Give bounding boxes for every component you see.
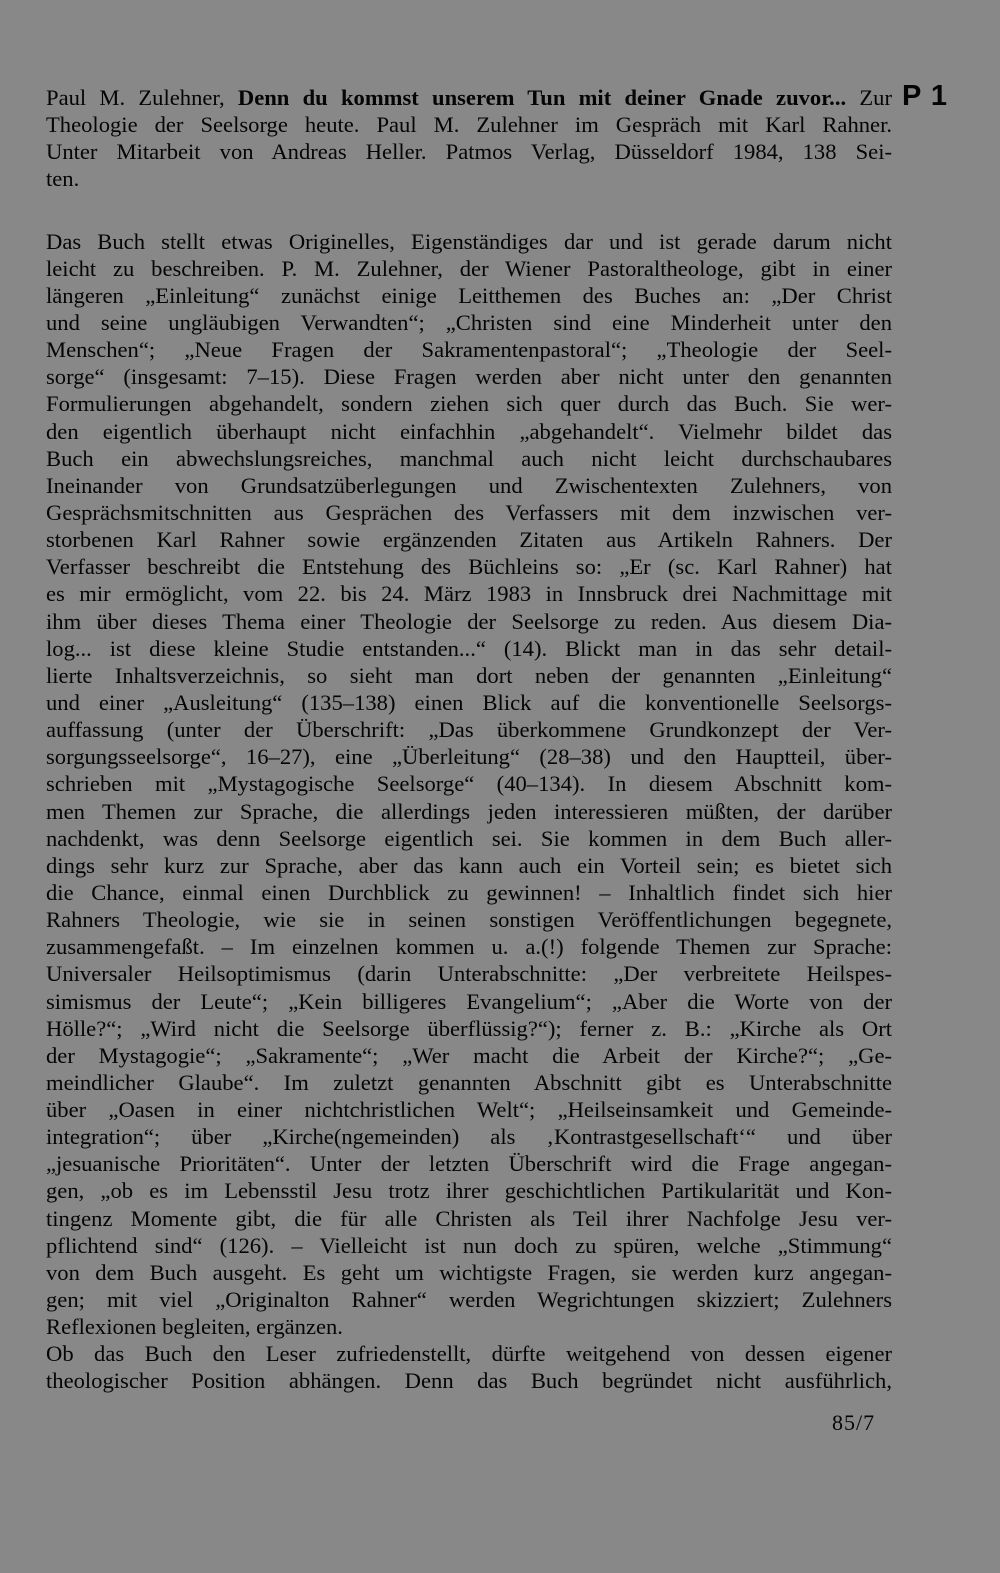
body-line: ihm über dieses Thema einer Theologie der Seelsorge zu reden. Aus diesem Dia-	[46, 608, 892, 634]
body-line: über „Oasen in einer nichtchristlichen Welt“; „Heilseinsamkeit und Gemeinde-	[46, 1097, 892, 1123]
body-line: „jesuanische Prioritäten“. Unter der letzten Überschrift wird die Frage angegan-	[46, 1151, 892, 1177]
body-line: theologischer Position abhängen. Denn das Buch begründet nicht ausführlich,	[46, 1368, 892, 1394]
body-line: Ob das Buch den Leser zufriedenstellt, dürfte weitgehend von dessen eigener	[46, 1341, 892, 1367]
body-line: Buch ein abwechslungsreiches, manchmal auch nicht leicht durchschaubares	[46, 445, 892, 471]
citation-line	[46, 84, 892, 111]
body-line: der Mystagogie“; „Sakramente“; „Wer macht die Arbeit der Kirche?“; „Ge-	[46, 1042, 892, 1068]
citation-line: Unter Mitarbeit von Andreas Heller. Patmos Verlag, Düsseldorf 1984, 138 Sei-	[46, 139, 892, 165]
body-line: log... ist diese kleine Studie entstanden...“ (14). Blickt man in das sehr detail-	[46, 635, 892, 661]
body-line: Ineinander von Grundsatzüberlegungen und Zwischentexten Zulehners, von	[46, 472, 892, 498]
citation-line: ten.	[46, 166, 80, 192]
body-line: sorge“ (insgesamt: 7–15). Diese Fragen werden aber nicht unter den genannten	[46, 364, 892, 390]
body-line: Reflexionen begleiten, ergänzen.	[46, 1314, 343, 1340]
body-line: men Themen zur Sprache, die allerdings jeden interessieren müßten, der darüber	[46, 798, 892, 824]
citation-line: Theologie der Seelsorge heute. Paul M. Zulehner im Gespräch mit Karl Rahner.	[46, 112, 892, 138]
body-line: zusammengefaßt. – Im einzelnen kommen u. a.(!) folgende Themen zur Sprache:	[46, 934, 892, 960]
body-line: nachdenkt, was denn Seelsorge eigentlich sei. Sie kommen in dem Buch aller-	[46, 825, 892, 851]
body-line: Universaler Heilsoptimismus (darin Unterabschnitte: „Der verbreitete Heilspes-	[46, 961, 892, 987]
section-code: P 1	[902, 80, 949, 112]
book-title: Denn du kommst unserem Tun mit deiner Gnade zuvor...	[237, 85, 847, 110]
body-line: dings sehr kurz zur Sprache, aber das kann auch ein Vorteil sein; es bietet sich	[46, 852, 892, 878]
body-line: und einer „Ausleitung“ (135–138) einen Blick auf die konventionelle Seelsorgs-	[46, 689, 892, 715]
body-line: schrieben mit „Mystagogische Seelsorge“ (40–134). In diesem Abschnitt kom-	[46, 771, 892, 797]
body-line: gen, „ob es im Lebensstil Jesu trotz ihrer geschichtlichen Partikularität und Kon-	[46, 1178, 892, 1204]
body-line: Gesprächsmitschnitten aus Gesprächen des Verfassers mit dem inzwischen ver-	[46, 499, 892, 525]
body-line: und seine ungläubigen Verwandten“; „Christen sind eine Minderheit unter den	[46, 309, 892, 335]
body-line: Das Buch stellt etwas Originelles, Eigenständiges dar und ist gerade darum nicht	[46, 228, 892, 254]
body-line: es mir ermöglicht, vom 22. bis 24. März 1983 in Innsbruck drei Nachmittage mit	[46, 581, 892, 607]
body-line: gen; mit viel „Originalton Rahner“ werden Wegrichtungen skizziert; Zulehners	[46, 1287, 892, 1313]
body-line: den eigentlich überhaupt nicht einfachhin „abgehandelt“. Vielmehr bildet das	[46, 418, 892, 444]
body-line: integration“; über „Kirche(ngemeinden) als ‚Kontrastgesellschaft‘“ und über	[46, 1124, 892, 1150]
body-line: tingenz Momente gibt, die für alle Christen als Teil ihrer Nachfolge Jesu ver-	[46, 1205, 892, 1231]
citation-subtitle-start: Zur	[846, 85, 892, 110]
body-line: auffassung (unter der Überschrift: „Das überkommene Grundkonzept der Ver-	[46, 717, 892, 743]
body-line: meindlicher Glaube“. Im zuletzt genannten Abschnitt gibt es Unterabschnitte	[46, 1069, 892, 1095]
body-line: pflichtend sind“ (126). – Vielleicht ist nun doch zu spüren, welche „Stimmung“	[46, 1232, 892, 1258]
review-page	[46, 84, 892, 1395]
body-line: simismus der Leute“; „Kein billigeres Evangelium“; „Aber die Worte von der	[46, 988, 892, 1014]
body-line: lierte Inhaltsverzeichnis, so sieht man dort neben der genannten „Einleitung“	[46, 662, 892, 688]
body-line: von dem Buch ausgeht. Es geht um wichtigste Fragen, sie werden kurz angegan-	[46, 1259, 892, 1285]
body-line: Hölle?“; „Wird nicht die Seelsorge überflüssig?“); ferner z. B.: „Kirche als Ort	[46, 1015, 892, 1041]
body-line: leicht zu beschreiben. P. M. Zulehner, der Wiener Pastoraltheologe, gibt in einer	[46, 255, 892, 281]
page-number: 85/7	[832, 1410, 876, 1435]
body-line: sorgungsseelsorge“, 16–27), eine „Überleitung“ (28–38) und den Hauptteil, über-	[46, 744, 892, 770]
body-line: die Chance, einmal einen Durchblick zu gewinnen! – Inhaltlich findet sich hier	[46, 879, 892, 905]
body-line: storbenen Karl Rahner sowie ergänzenden Zitaten aus Artikeln Rahners. Der	[46, 527, 892, 553]
citation-author: Paul M. Zulehner,	[46, 85, 238, 110]
body-line: Menschen“; „Neue Fragen der Sakramentenpastoral“; „Theologie der Seel-	[46, 337, 892, 363]
body-line: Formulierungen abgehandelt, sondern ziehen sich quer durch das Buch. Sie wer-	[46, 391, 892, 417]
body-line: Rahners Theologie, wie sie in seinen sonstigen Veröffentlichungen begegnete,	[46, 907, 892, 933]
body-line: längeren „Einleitung“ zunächst einige Leitthemen des Buches an: „Der Christ	[46, 282, 892, 308]
body-line: Verfasser beschreibt die Entstehung des Büchleins so: „Er (sc. Karl Rahner) hat	[46, 554, 892, 580]
